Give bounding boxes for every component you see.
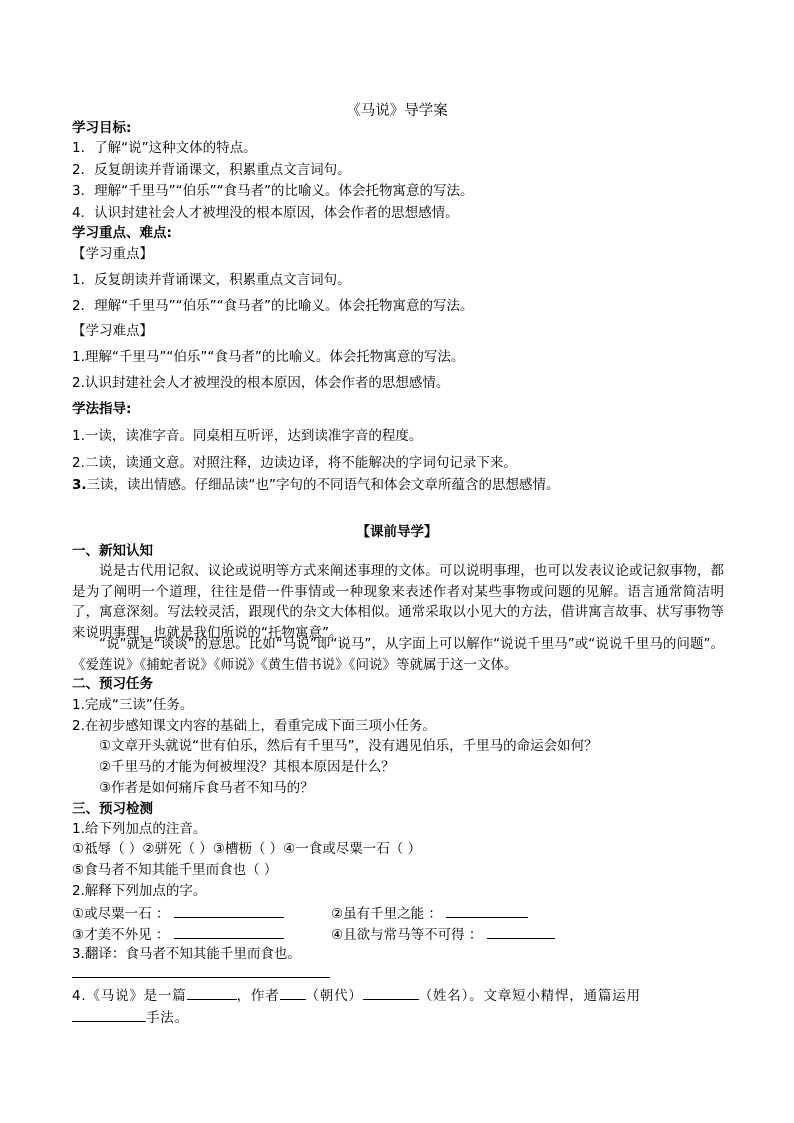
answer-blank[interactable] (487, 924, 555, 939)
question2-item-text: ①或尽粟一石 ： (72, 906, 170, 922)
task-subitem: ③作者是如何痛斥食马者不知马的？ (99, 780, 314, 796)
goal-item: 4．认识封建社会人才被埋没的根本原因，体会作者的思想感情。 (72, 205, 459, 221)
question4-part: 4.《马说》是一篇 (72, 988, 187, 1004)
question4-part: （朝代） (305, 988, 363, 1004)
question2-heading: 2.解释下列加点的字。 (72, 883, 207, 899)
question2-item-text: ③才美不外见 ： (72, 927, 170, 943)
method-item-text: 三读，读出情感。仔细品读“也”字句的不同语气和体会文章所蕴含的思想感情。 (86, 477, 560, 493)
task-subitem: ①文章开头就说“世有伯乐，然后有千里马”，没有遇见伯乐，千里马的命运会如何？ (99, 738, 598, 754)
answer-blank[interactable] (72, 1007, 146, 1022)
question2-item (331, 924, 555, 944)
answer-blank[interactable] (187, 985, 237, 1000)
question2-item (72, 903, 284, 923)
task-item: 1.完成“三读”任务。 (72, 697, 194, 713)
question4-part: 手法。 (146, 1010, 189, 1026)
method-item: 2.二读，读通文意。对照注释，边读边译，将不能解决的字词句记录下来。 (72, 455, 517, 471)
question4-text (72, 985, 724, 1029)
method-item-number: 3. (72, 477, 87, 493)
goals-heading: 学习目标: (72, 120, 132, 136)
question4-part: ，作者 (236, 988, 280, 1004)
section1-paragraph: 说是古代用记叙、议论或说明等方式来阐述事理的文体。可以说明事理，也可以发表议论或记叙事物，都是为了阐明一个道理，往往是借一件事情或一种现象来表述作者对某些事物或问题的见解。语言通常简洁明了，寓意深刻。写法较灵活，跟现代的杂文大体相似。通常采取以小见大的方法，借讲寓言故事、状写事物等来说明事理，也就是我们所说的“托物寓意”。 (72, 563, 724, 641)
question2-item (72, 924, 284, 944)
question3-text: 3.翻译：食马者不知其能千里而食也。 (72, 946, 301, 962)
question2-item-text: ②虽有千里之能 ： (331, 906, 442, 922)
key-points-heading: 【学习重点】 (72, 246, 153, 262)
question2-item (331, 903, 528, 923)
task-item: 2.在初步感知课文内容的基础上，看重完成下面三项小任务。 (72, 718, 436, 734)
section1-paragraph: “说”就是“谈谈”的意思。比如“马说”即“说马”，从字面上可以解作“说说千里马”或“说说千里马的问题”。《爱莲说》《捕蛇者说》《师说》《黄生借书说》《问说》等就属于这一文体。 (72, 636, 724, 673)
goal-item: 2．反复朗读并背诵课文，积累重点文言词句。 (72, 162, 351, 178)
key-point-item: 1．反复朗读并背诵课文，积累重点文言词句。 (72, 272, 351, 288)
answer-blank[interactable] (280, 985, 306, 1000)
difficult-points-heading: 【学习难点】 (72, 323, 153, 339)
question4-part: （姓名）。文章短小精悍，通篇运用 (418, 988, 641, 1004)
question1-line: ⑤食马者不知其能千里而食也（ ） (72, 862, 278, 878)
preview-heading: 【课前导学】 (356, 524, 438, 540)
answer-line[interactable] (72, 977, 330, 978)
method-heading: 学法指导: (72, 401, 132, 417)
method-item: 1.一读，读准字音。同桌相互听评，达到读准字音的程度。 (72, 428, 423, 444)
task-subitem: ②千里马的才能为何被埋没？其根本原因是什么？ (99, 759, 395, 775)
section2-heading: 二、预习任务 (72, 676, 153, 692)
method-item (72, 476, 560, 494)
key-point-item: 2．理解“千里马”“伯乐”“食马者”的比喻义。体会托物寓意的写法。 (72, 298, 474, 314)
question1-line: ①祗辱（ ）②骈死（ ）③槽枥（ ）④一食或尽粟一石（ ） (72, 841, 422, 857)
page-title: 《马说》导学案 (346, 103, 448, 119)
question2-item-text: ④且欲与常马等不可得 ： (331, 927, 483, 943)
key-difficult-heading: 学习重点、难点: (72, 225, 172, 241)
difficult-point-item: 2.认识封建社会人才被埋没的根本原因，体会作者的思想感情。 (72, 375, 450, 391)
section1-heading: 一、新知认知 (72, 543, 153, 559)
answer-blank[interactable] (174, 924, 284, 939)
answer-blank[interactable] (174, 903, 284, 918)
goal-item: 1．了解“说”这种文体的特点。 (72, 140, 257, 156)
difficult-point-item: 1.理解“千里马”“伯乐”“食马者”的比喻义。体会托物寓意的写法。 (72, 349, 465, 365)
question1-heading: 1.给下列加点的注音。 (72, 821, 207, 837)
goal-item: 3．理解“千里马”“伯乐”“食马者”的比喻义。体会托物寓意的写法。 (72, 183, 474, 199)
section3-heading: 三、预习检测 (72, 801, 153, 817)
answer-blank[interactable] (363, 985, 419, 1000)
answer-blank[interactable] (446, 903, 528, 918)
